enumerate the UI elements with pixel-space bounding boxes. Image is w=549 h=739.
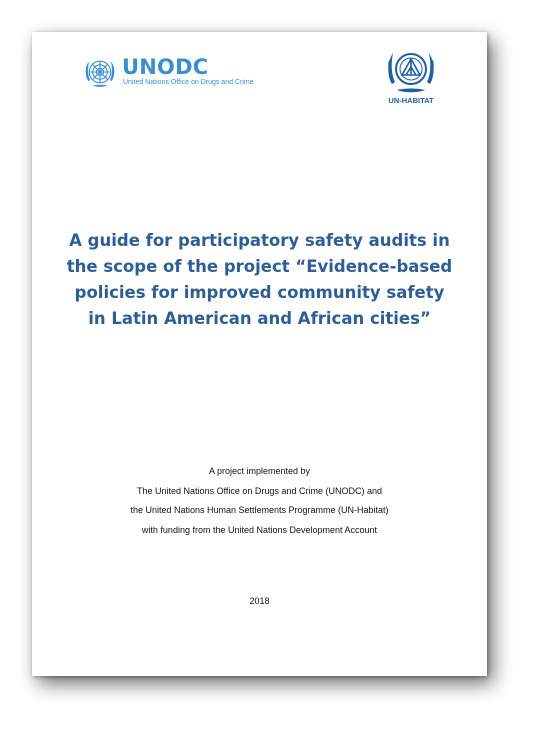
credits-line: A project implemented by [208,466,311,476]
title-line: policies for improved community safety [74,283,445,302]
unodc-logo [82,54,282,94]
un-habitat-name: UN-HABITAT [388,96,434,105]
un-habitat-logo [380,46,444,110]
project-credits [52,462,467,540]
title-line: the scope of the project “Evidence-based [66,257,453,276]
title-line: A guide for participatory safety audits in [69,231,450,250]
credits-line: the United Nations Human Settlements Programme (UN-Habitat) [130,505,389,515]
credits-line: with funding from the United Nations Development Account [141,524,378,535]
unodc-subtitle: United Nations Office on Drugs and Crime [123,79,254,86]
credits-line: The United Nations Office on Drugs and Crime (UNODC) and [137,485,382,496]
publication-year: 2018 [249,596,270,606]
unodc-name: UNODC [122,55,209,79]
title-line: in Latin American and African cities” [88,309,431,328]
un-habitat-emblem-icon [386,46,436,94]
document-title [62,228,457,332]
un-emblem-icon [82,54,118,90]
document-cover-page [32,32,487,676]
